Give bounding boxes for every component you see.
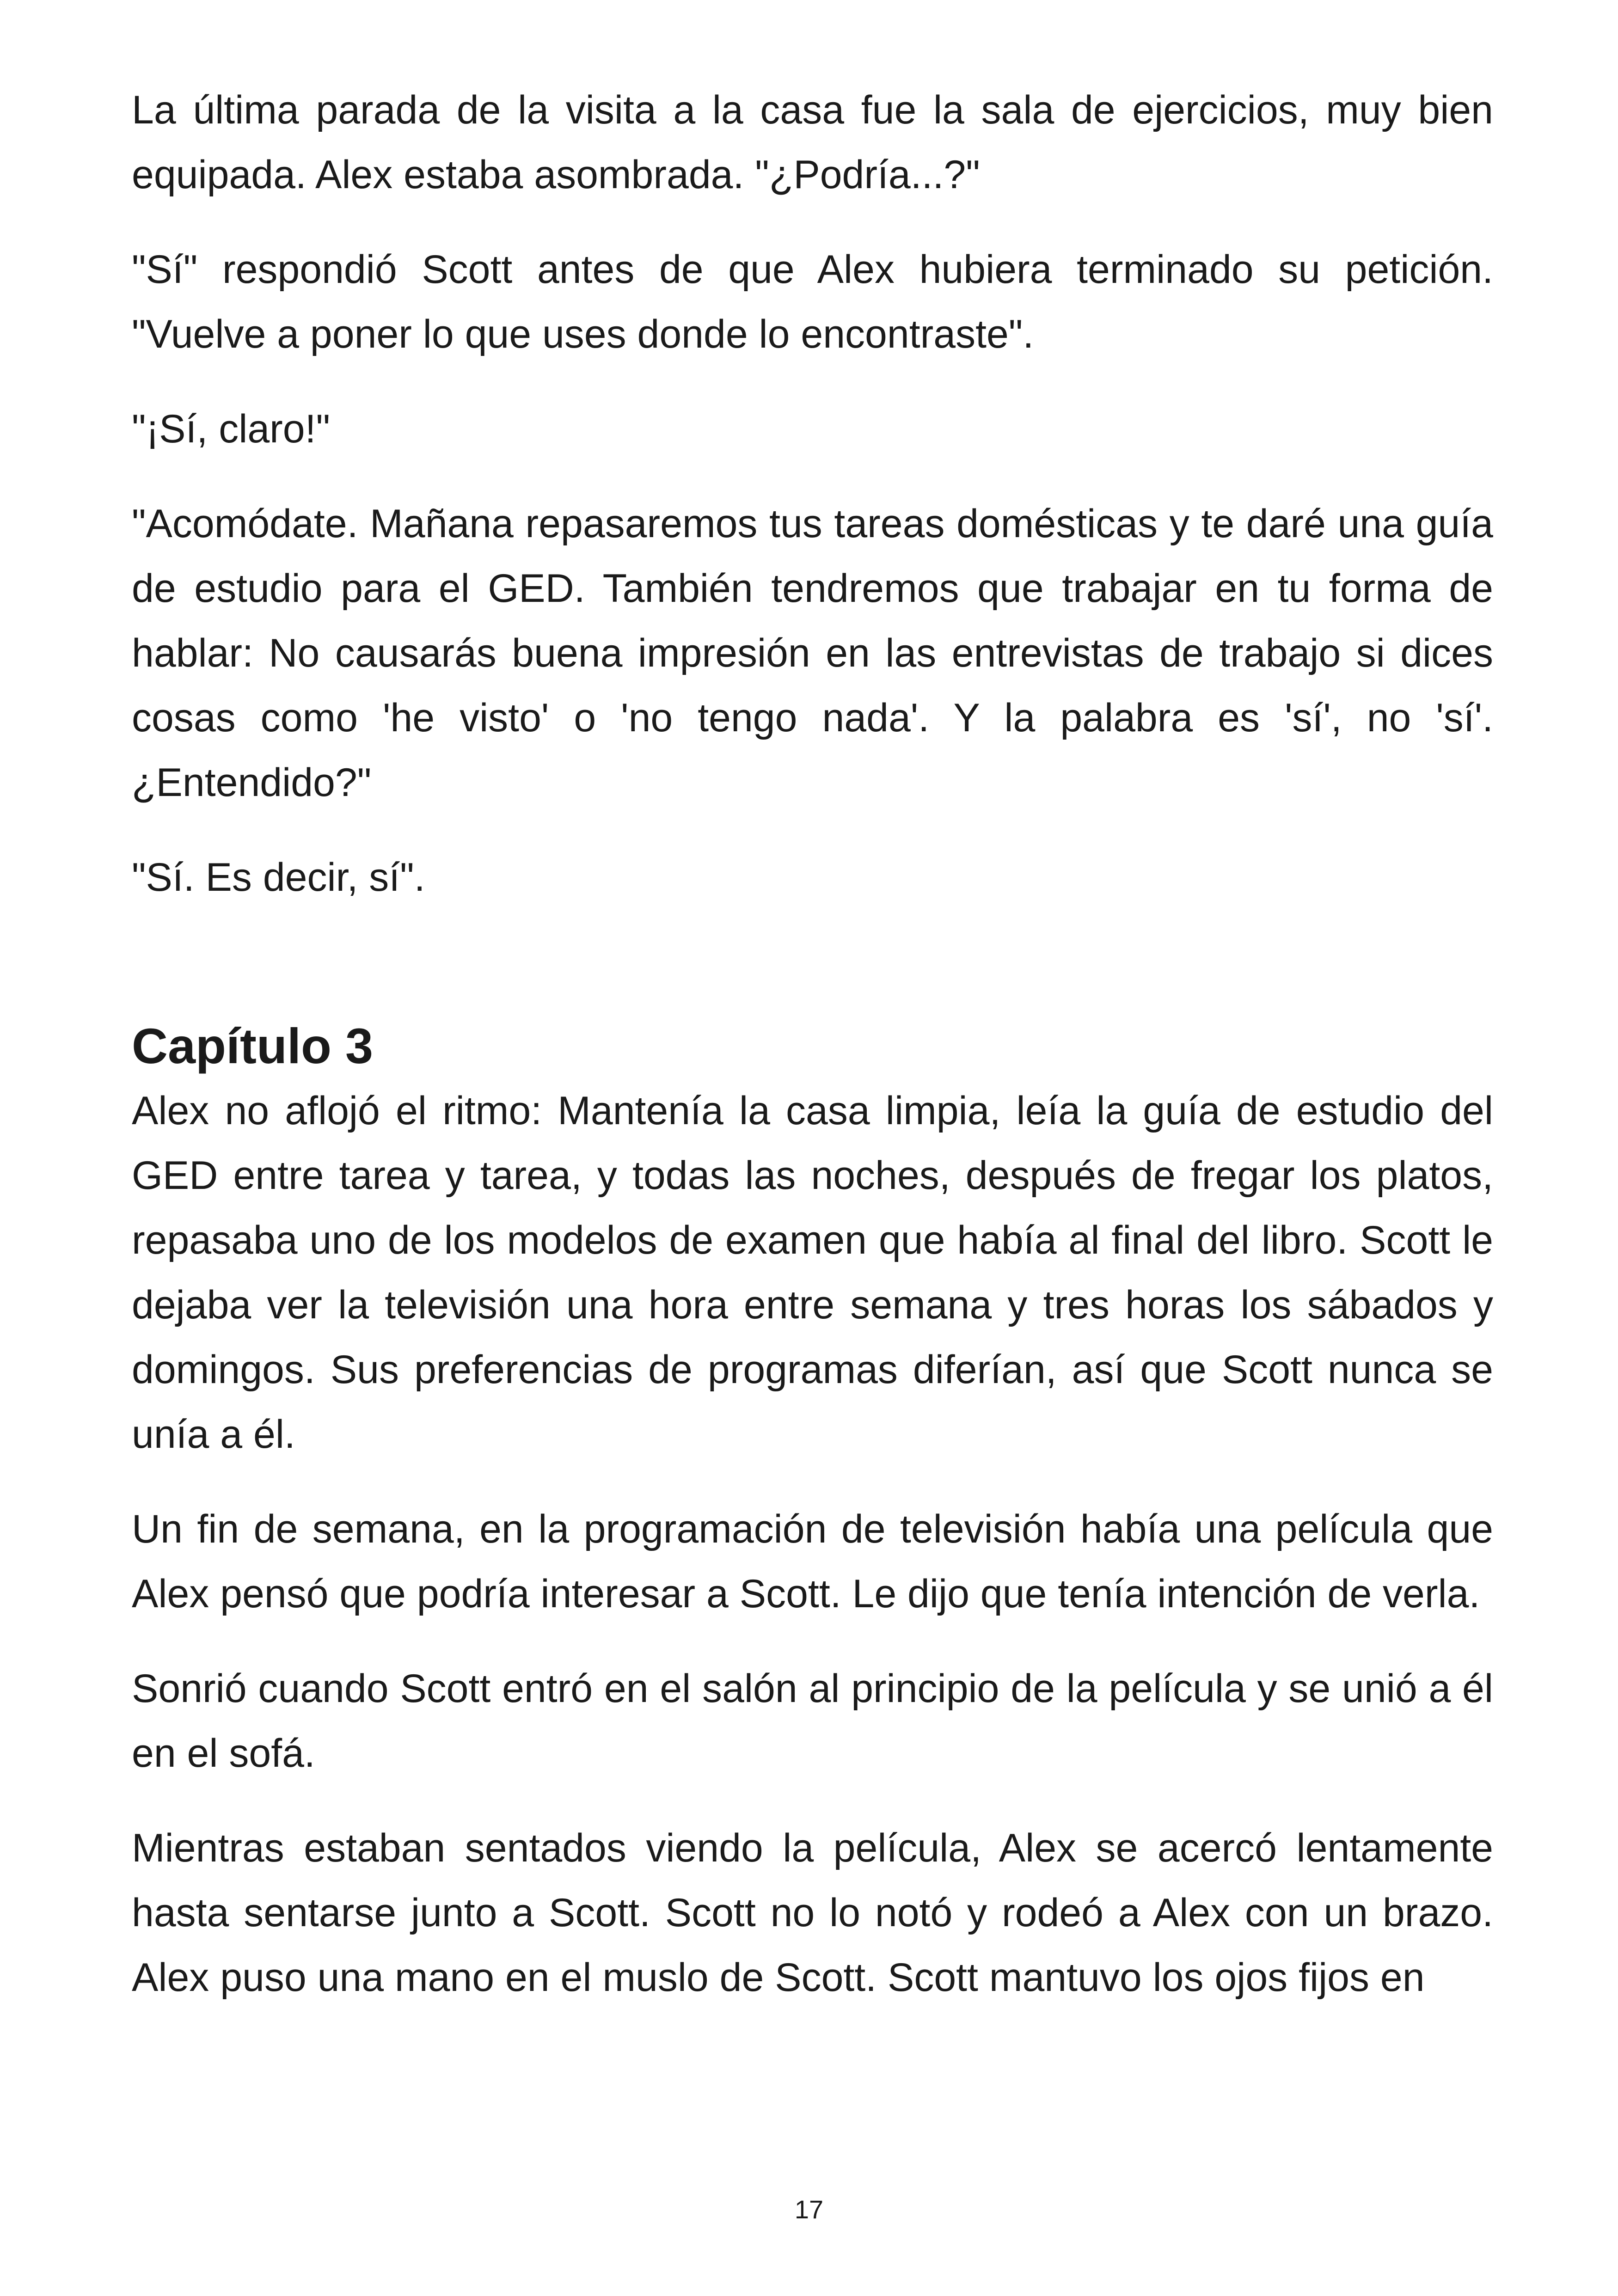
paragraph: "Sí" respondió Scott antes de que Alex hubiera terminado su petición. "Vuelve a poner lo que uses donde lo encontraste". — [132, 247, 1493, 356]
paragraph: Un fin de semana, en la programación de televisión había una película que Alex pensó que podría interesar a Scott. Le dijo que tenía intención de verla. — [132, 1507, 1493, 1616]
page-number: 17 — [794, 2195, 824, 2224]
paragraph: "¡Sí, claro!" — [132, 407, 331, 451]
paragraph: Mientras estaban sentados viendo la película, Alex se acercó lentamente hasta sentarse junto a Scott. Scott no lo notó y rodeó a Alex con un brazo. Alex puso una mano en el muslo de Scott. Scott mantuvo los ojos fijos en — [132, 1826, 1493, 2000]
paragraph: "Acomódate. Mañana repasaremos tus tareas domésticas y te daré una guía de estudio para el GED. También tendremos que trabajar en tu forma de hablar: No causarás buena impresión en las entrevistas de trabajo si dices cosas como 'he visto' o 'no tengo nada'. Y la palabra es 'sí', no 'sí'. ¿Entendido?" — [132, 502, 1493, 805]
paragraph: La última parada de la visita a la casa fue la sala de ejercicios, muy bien equipada. Alex estaba asombrada. "¿Podría...?" — [132, 88, 1493, 197]
paragraph: Alex no aflojó el ritmo: Mantenía la casa limpia, leía la guía de estudio del GED entre tarea y tarea, y todas las noches, después de fregar los platos, repasaba uno de los modelos de examen que había al final del libro. Scott le dejaba ver la televisión una hora entre semana y tres horas los sábados y domingos. Sus preferencias de programas diferían, así que Scott nunca se unía a él. — [132, 1089, 1493, 1457]
page-body — [132, 78, 1493, 2040]
paragraph: "Sí. Es decir, sí". — [132, 855, 425, 900]
paragraph: Sonrió cuando Scott entró en el salón al principio de la película y se unió a él en el sofá. — [132, 1666, 1493, 1776]
chapter-heading: Capítulo 3 — [132, 1018, 374, 1074]
